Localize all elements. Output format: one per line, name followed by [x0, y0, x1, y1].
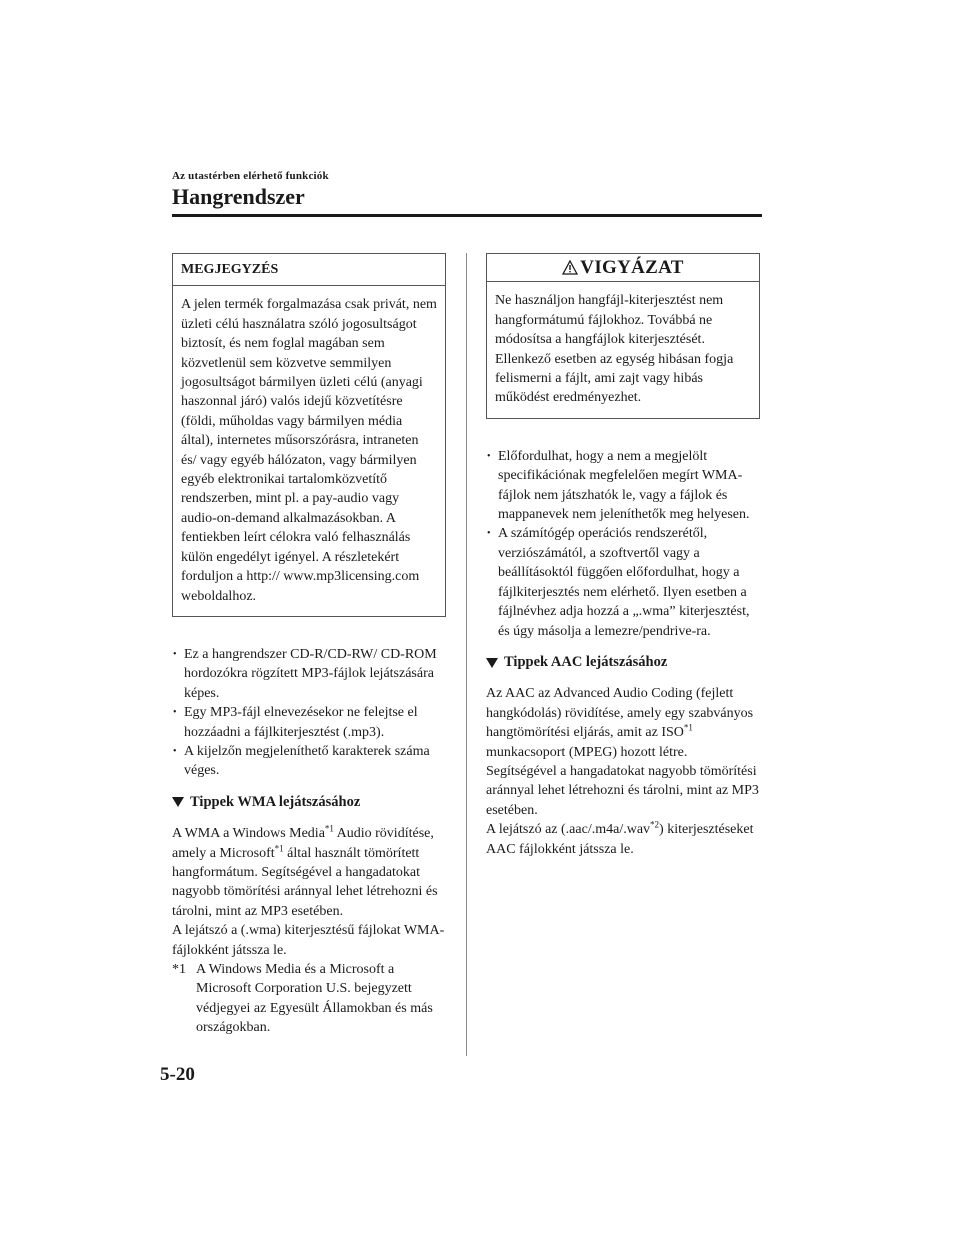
wma-paragraph-2: A lejátszó a (.wma) kiterjesztésű fájlokat WMA-fájlokként játssza le.: [172, 923, 445, 958]
aac-heading-text: Tippek AAC lejátszásához: [504, 653, 668, 670]
left-column: [172, 253, 446, 1038]
caution-box-text: Ne használjon hangfájl-kiterjesztést nem hangformátumú fájlokhoz. Továbbá ne módosítsa a hangfájlok kiterjesztését. Ellenkező esetben az egység hibásan fogja felismerni a fájlt, ami zajt vagy hibás működést eredményezhet.: [495, 293, 734, 406]
wma-paragraph-1: A WMA a Windows Media$^{*1}$ Audio rövidítése, amely a Microsoft$^{*1}$ által használt tömörített hangformátum. Segítségével a hangadatokat nagyobb tömörítési aránnyal lehet létrehozni és tárolni, mint az MP3 esetében.: [172, 823, 438, 919]
footnote-ref: *2: [650, 819, 660, 830]
aac-paragraph-1: Az AAC az Advanced Audio Coding (fejlett hangkódolás) rövidítése, amely egy szabványos hangtömörítési eljárás, amit az ISO$^{*1}$ munkacsoport (MPEG) hozott létre. Segítségével a hangadatokat nagyobb tömörítési aránnyal lehet létrehozni és tárolni, mint az MP3 esetében.: [486, 686, 759, 818]
right-bullet-list: [486, 447, 760, 641]
aac-paragraph-2: A lejátszó az (.aac/.m4a/.wav$^{*2}$) kiterjesztéseket AAC fájlokként játssza le.: [486, 819, 754, 857]
list-item: • A számítógép operációs rendszerétől, verziószámától, a szoftvertől vagy a beállításoktól függően előfordulhat, hogy a fájlkiterjesztés nem elérhető. Ilyen esetben a fájlnévhez adja hozzá a „.wma” kiterjesztést, és úgy másolja a lemezre/pendrive-ra.: [486, 524, 760, 640]
footnote-ref: *1: [683, 722, 693, 733]
note-box-text: A jelen termék forgalmazása csak privát, nem üzleti célú használatra szóló jogosultságot biztosít, és nem foglal magában sem közvetlenül sem közvetve semmilyen jogosultságot bármilyen üzleti célú (anyagi haszonnal járó) valós idejű közvetítésre (földi, műholdas vagy bármilyen média által), internetes műsorszórásra, intraneten és/ vagy egyéb hálózaton, vagy bármilyen egyéb elektronikai tartalomközvetítő rendszerben, mint pl. a pay-audio vagy audio-on-demand alkalmazásokban. A fentiekben leírt célokra való felhasználás külön engedélyt igényel. A részletekért forduljon a http:// www.mp3licensing.com weboldalhoz.: [181, 297, 437, 604]
page-title: Hangrendszer: [172, 184, 305, 209]
wma-heading: [172, 793, 446, 812]
column-divider: [466, 253, 467, 1056]
left-bullet-list: [172, 645, 446, 781]
caution-box-title: VIGYÁZAT: [487, 254, 759, 282]
footnote-mark: *1: [172, 962, 186, 977]
note-box-title: MEGJEGYZÉS: [173, 254, 445, 286]
triangle-down-icon: [172, 797, 184, 807]
list-item: • Egy MP3-fájl elnevezésekor ne felejtse el hozzáadni a fájlkiterjesztést (.mp3).: [172, 703, 446, 742]
note-box: [172, 253, 446, 617]
caution-box: [486, 253, 760, 419]
footnote-ref: *1: [274, 842, 284, 853]
list-item: • Ez a hangrendszer CD-R/CD-RW/ CD-ROM hordozókra rögzített MP3-fájlok lejátszására képes.: [172, 645, 446, 703]
footnote-ref: *1: [324, 823, 334, 834]
right-column: [486, 253, 760, 859]
section-label: Az utastérben elérhető funkciók: [172, 170, 329, 182]
aac-heading: [486, 653, 760, 672]
warning-triangle-icon: [562, 260, 578, 275]
wma-footnote: [172, 960, 446, 1038]
footnote-text: A Windows Media és a Microsoft a Microsoft Corporation U.S. bejegyzett védjegyei az Egyesült Államokban és más országokban.: [196, 962, 433, 1036]
list-item: • Előfordulhat, hogy a nem a megjelölt specifikációnak megfelelően megírt WMA-fájlok nem játszhatók le, vagy a fájlok és mappanevek nem jeleníthetők meg helyesen.: [486, 447, 760, 525]
triangle-down-icon: [486, 658, 498, 668]
list-item: • A kijelzőn megjeleníthető karakterek száma véges.: [172, 742, 446, 781]
title-rule: [172, 214, 762, 217]
wma-heading-text: Tippek WMA lejátszásához: [190, 793, 361, 810]
page-number: 5-20: [160, 1064, 195, 1085]
